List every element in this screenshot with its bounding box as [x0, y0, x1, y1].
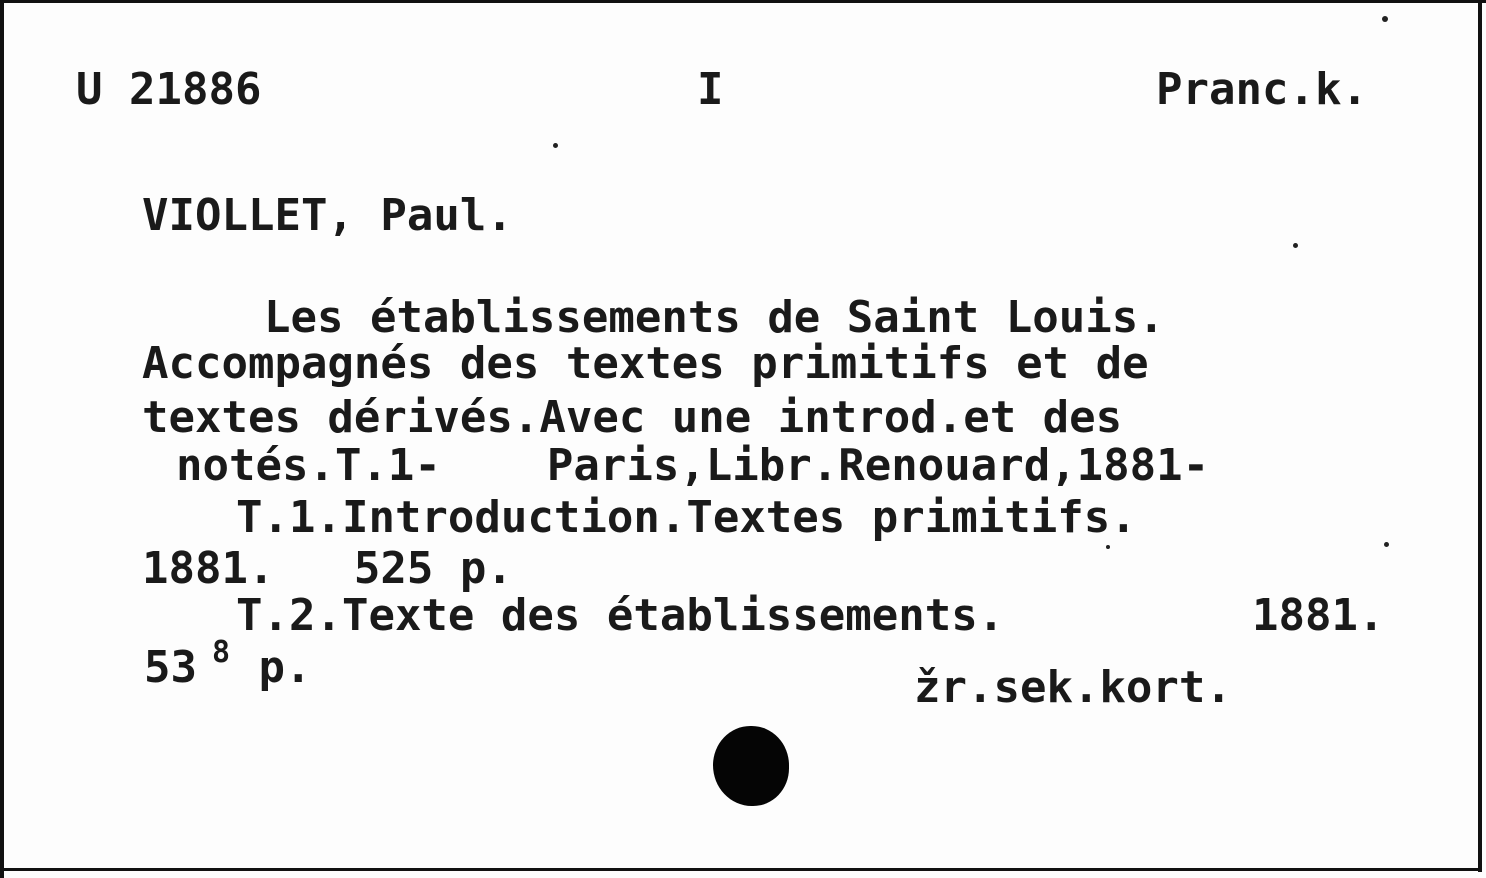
- scan-speck: [1106, 545, 1110, 549]
- title-line-3: textes dérivés.Avec une introd.et des: [142, 392, 1123, 443]
- cross-reference-note: žr.sek.kort.: [914, 662, 1232, 713]
- card-edge-top: [0, 0, 1486, 3]
- volume-2-pages-superscript: 8: [212, 635, 231, 670]
- card-edge-bottom: [0, 868, 1482, 871]
- volume-1-contents: T.1.Introduction.Textes primitifs.: [236, 492, 1137, 543]
- volume-1-pages: 1881. 525 p.: [142, 543, 513, 594]
- title-line-4: notés.T.1- Paris,Libr.Renouard,1881-: [176, 440, 1210, 491]
- scan-speck: [1384, 542, 1389, 547]
- call-number: U 21886: [76, 64, 262, 115]
- card-edge-right: [1478, 0, 1482, 872]
- volume-2-contents: T.2.Texte des établissements.: [236, 590, 1005, 641]
- card-edge-left: [0, 0, 4, 878]
- volume-2-year: 1881.: [1252, 590, 1385, 641]
- punch-hole: [713, 726, 789, 806]
- volume-2-pages-suffix: p.: [232, 642, 312, 693]
- title-line-2: Accompagnés des textes primitifs et de: [142, 338, 1149, 389]
- scan-speck: [553, 143, 558, 148]
- scan-speck: [1382, 16, 1388, 22]
- scan-speck: [1293, 243, 1298, 248]
- author-heading: VIOLLET, Paul.: [142, 190, 513, 241]
- volume-2-pages: 53: [144, 642, 197, 693]
- shelf-code: Pranc.k.: [1156, 64, 1368, 115]
- volume-marker: I: [697, 64, 724, 115]
- title-line-1: Les établissements de Saint Louis.: [264, 292, 1165, 343]
